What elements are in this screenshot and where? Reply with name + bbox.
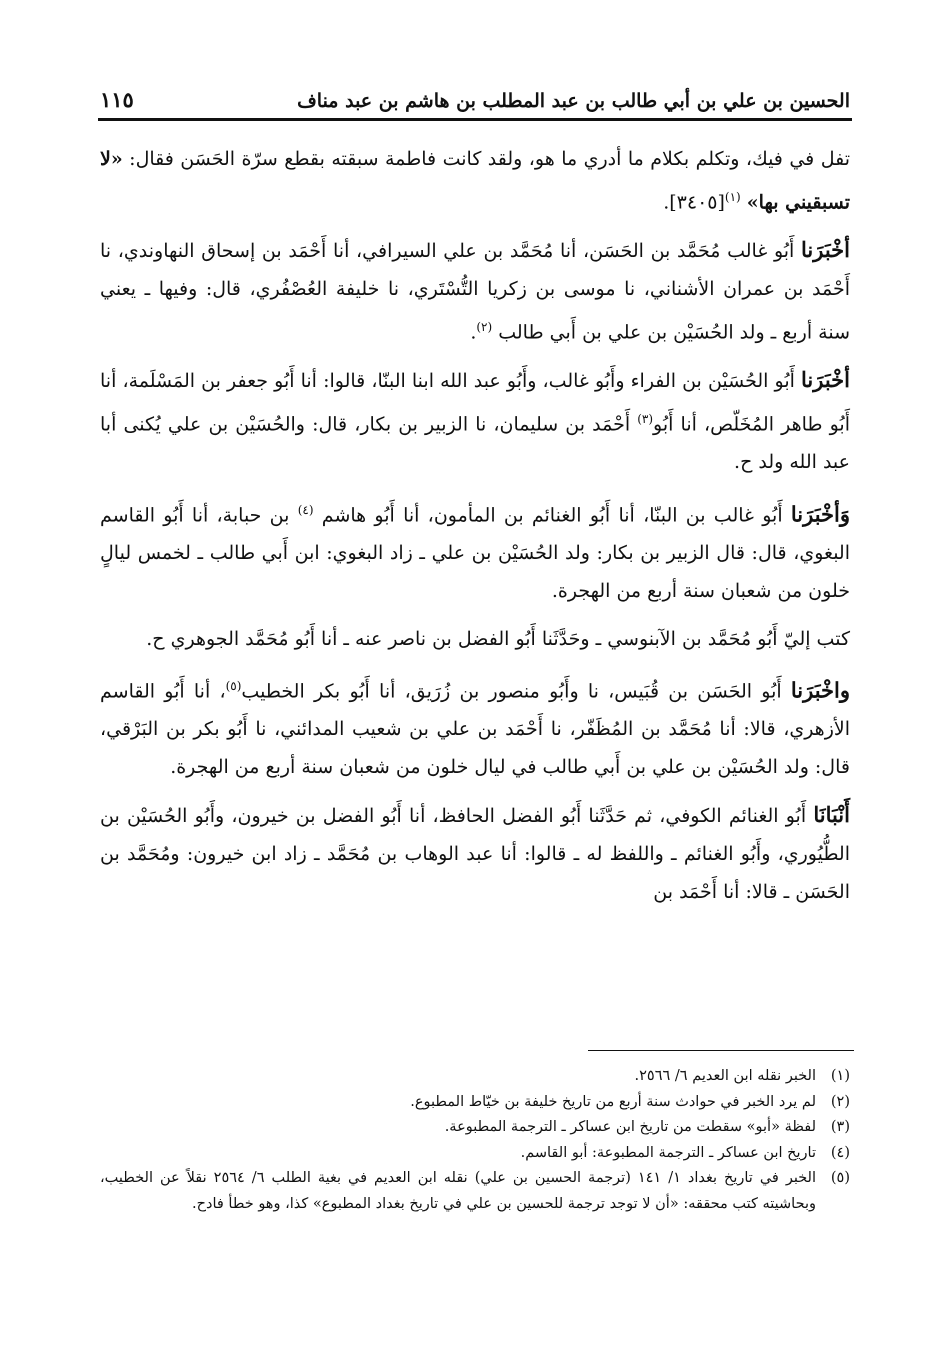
paragraph xyxy=(100,796,850,912)
footnote-text: تاريخ ابن عساكر ـ الترجمة المطبوعة: أبو القاسم. xyxy=(520,1144,816,1161)
footnote-number: (١) xyxy=(830,1068,850,1084)
footnote-number: (٣) xyxy=(830,1119,850,1135)
paragraph-text: أَبُو غالب بن البنّا، أنا أَبُو الغنائم بن المأمون، أنا أَبُو هاشم xyxy=(321,503,791,526)
main-text xyxy=(100,140,850,920)
footnote-text: لم يرد الخبر في حوادث سنة أربع من تاريخ خليفة بن خيّاط المطبوع. xyxy=(410,1093,816,1110)
footnote xyxy=(100,1090,850,1116)
transmission-keyword: أخْبَرَنا xyxy=(801,366,850,392)
footnote xyxy=(100,1141,850,1167)
footnote-marker: (٣) xyxy=(637,411,654,426)
paragraph-text: بن حبابة، أنا أَبُو القاسم البغوي، قال: قال الزبير بن بكار: ولد الحُسَيْن بن علي ـ زاد البغوي: ابن أَبي طالب ـ لخمس ليالٍ خلون من شعبان سنة أربع من الهجرة. xyxy=(100,503,850,603)
transmission-keyword: أخْبَرَنا xyxy=(801,236,850,262)
paragraph xyxy=(100,231,850,352)
footnote-number: (٢) xyxy=(830,1093,850,1110)
header-rule xyxy=(98,118,852,121)
footnote-marker: (٥) xyxy=(225,678,242,693)
footnote-marker: (٤) xyxy=(297,502,314,517)
footnote-text: الخبر في تاريخ بغداد ١/ ١٤١ (ترجمة الحسين بن علي) نقله ابن العديم في بغية الطلب ٦/ ٢٥٦٤ نقلاً عن الخطيب، وبحاشيته كتب محققه: «أن لا توجد ترجمة للحسين بن علي في تاريخ بغداد المطبوع» كذا، وهو خطأ فادح. xyxy=(100,1170,816,1212)
transmission-keyword: واخْبَرَنا xyxy=(790,677,850,703)
paragraph-text: أَبُو غالب مُحَمَّد بن الحَسَن، أنا مُحَمَّد بن علي السيرافي، أنا أَحْمَد بن إسحاق النهاوندي، نا أَحْمَد بن عمران الأشناني، نا موسى بن زكريا التُّسْتَري، نا خليفة العُصْفُري، قال: وفيها ـ يعني سنة أربع ـ ولد الحُسَيْن بن علي بن أَبي طالب xyxy=(100,239,850,344)
paragraph-text: أَبُو الحَسَن بن قُبَيس، نا وأَبُو منصور بن زُرَيق، أنا أَبُو بكر الخطيب xyxy=(241,680,791,703)
paragraph xyxy=(100,667,850,787)
paragraph xyxy=(100,140,850,222)
hadith-quote: «لا تسبقيني بها» xyxy=(100,148,850,214)
paragraph xyxy=(100,361,850,482)
paragraph-text: . xyxy=(470,321,477,344)
transmission-keyword: وَأخْبَرَنا xyxy=(790,500,850,526)
footnote-text: الخبر نقله ابن العديم ٦/ ٢٥٦٦. xyxy=(634,1068,816,1084)
page-header xyxy=(100,76,850,112)
footnote xyxy=(100,1064,850,1090)
footnote-marker: (١) xyxy=(724,190,741,205)
paragraph xyxy=(100,491,850,611)
page-number: ١١٥ xyxy=(100,87,134,112)
footnote xyxy=(100,1166,850,1217)
paragraph-text: أَحْمَد بن سليمان، نا الزبير بن بكار، قال: والحُسَيْن بن علي يُكنى أبا عبد الله ولد ح. xyxy=(100,413,850,474)
footnote-rule xyxy=(588,1050,854,1051)
running-title: الحسين بن علي بن أبي طالب بن عبد المطلب بن هاشم بن عبد مناف xyxy=(297,90,850,112)
paragraph-text: أَبُو الغنائم الكوفي، ثم حَدَّثَنا أَبُو الفضل الحافظ، أنا أَبُو الفضل بن خيرون، وأَبُو الحُسَيْن بن الطُّيُوري، وأَبُو الغنائم ـ واللفظ له ـ قالوا: أنا عبد الوهاب بن مُحَمَّد ـ زاد ابن خيرون: ومُحَمَّد بن الحَسَن ـ قالا: أنا أَحْمَد بن xyxy=(100,804,850,904)
footnote-marker: (٢) xyxy=(476,320,493,335)
footnote-number: (٤) xyxy=(830,1144,850,1161)
footnote-number: (٥) xyxy=(830,1170,850,1186)
paragraph-text: كتب إليّ أَبُو مُحَمَّد بن الآبنوسي ـ وحَدَّثَنا أَبُو الفضل بن ناصر عنه ـ أنا أَبُو مُحَمَّد الجوهري ح. xyxy=(146,627,850,650)
paragraph-text: أَبُو الحُسَيْن بن الفراء وأَبُو غالب، وأَبُو عبد الله ابنا البنّا، قالوا: أنا أَبُو جعفر بن المَسْلَمة، أنا أَبُو طاهر المُخَلّص، أنا أَبُو xyxy=(100,369,850,436)
paragraph-text: ، أنا أَبُو القاسم الأزهري، قالا: أنا مُحَمَّد بن المُظَفّر، نا أَحْمَد بن علي بن شعيب المدائني، نا أَبُو بكر بن البَرْقي، قال: ولد الحُسَيْن بن علي بن أَبي طالب في ليال خلون من شعبان سنة أربع من الهجرة. xyxy=(100,680,850,779)
transmission-keyword: أَنْبَانَا xyxy=(813,801,850,827)
paragraph-text: [٣٤٠٥]. xyxy=(663,191,725,214)
paragraph-text: تفل في فيك، وتكلم بكلام ما أدري ما هو، ولقد كانت فاطمة سبقته بقطع سرّة الحَسَن فقال: xyxy=(122,148,850,170)
footnotes xyxy=(100,1064,850,1217)
footnote xyxy=(100,1115,850,1141)
footnote-text: لفظة «أبو» سقطت من تاريخ ابن عساكر ـ الترجمة المطبوعة. xyxy=(444,1119,816,1135)
paragraph xyxy=(100,620,850,658)
